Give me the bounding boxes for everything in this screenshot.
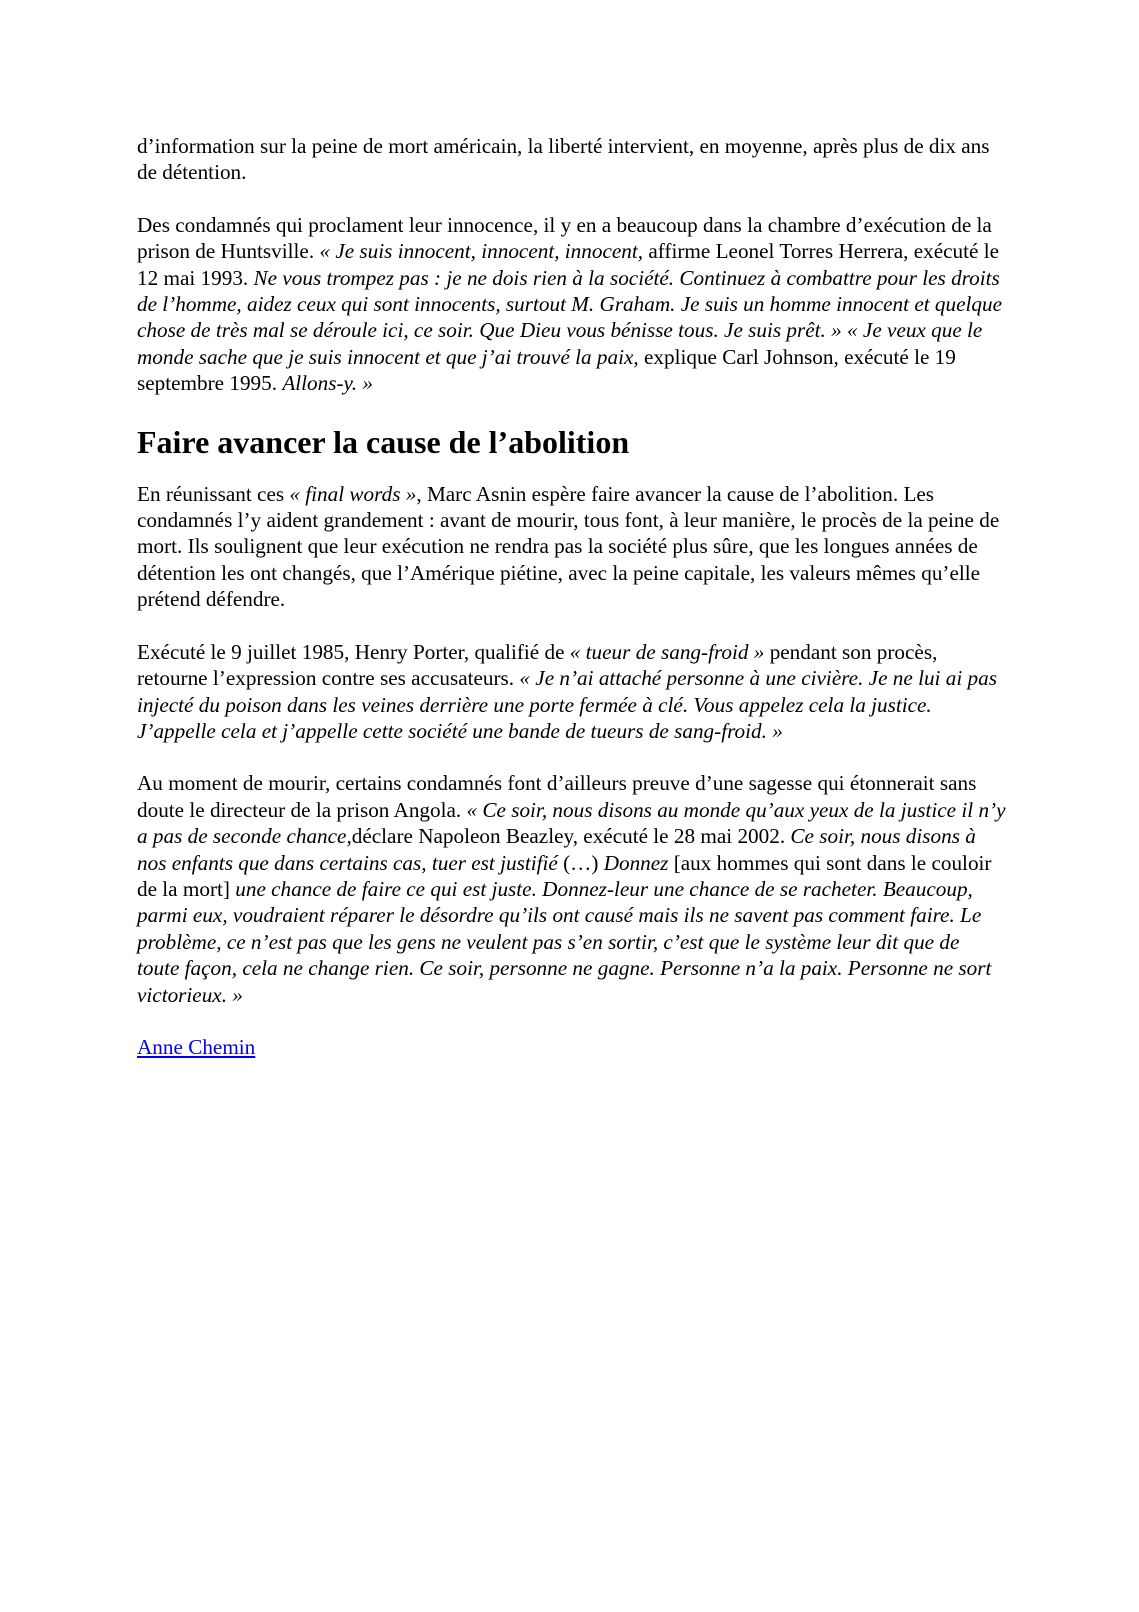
quote-run: « final words » — [289, 481, 417, 506]
quote-run: Allons-y. » — [282, 371, 373, 396]
text-run: d’information sur la peine de mort américain, la liberté intervient, en moyenne, après plus de dix ans de détention. — [137, 134, 990, 185]
author-line — [137, 1034, 1007, 1060]
text-run: pendant son procès, retourne l’expression contre ses accusateurs. — [137, 639, 938, 691]
section-heading: Faire avancer la cause de l’abolition — [137, 423, 630, 460]
text-run: affirme Leonel Torres Herrera, exécuté le 12 mai 1993. — [137, 239, 1000, 290]
text-run: [aux hommes qui sont dans le couloir de la mort] — [137, 850, 992, 901]
text-run: (…) — [557, 850, 604, 875]
quote-run: Ne vous trompez pas : je ne dois rien à la société. Continuez à combattre pour les droits de l’homme, aidez ceux qui sont innocents, surtout M. Graham. Je suis un homme innocent et quelque chose de très mal se déroule ici, ce soir. Que Dieu vous bénisse tous. Je suis prêt. » « Je veux que le monde sache que je suis innocent et que j’ai trouvé la paix, — [137, 265, 1002, 369]
quote-run: « Je suis innocent, innocent, innocent, — [319, 239, 644, 264]
text-run: Au moment de mourir, certains condamnés font d’ailleurs preuve d’une sagesse qui étonnerait sans doute le directeur de la prison Angola. — [137, 771, 977, 822]
author-link[interactable]: Anne Chemin — [137, 1034, 256, 1059]
paragraph-2 — [137, 212, 1007, 397]
quote-run: « Ce soir, nous disons au monde qu’aux yeux de la justice il n’y a pas de seconde chance, — [137, 797, 1006, 849]
text-run: En réunissant ces — [137, 481, 290, 506]
text-run: Des condamnés qui proclament leur innocence, il y en a beaucoup dans la chambre d’exécution de la prison de Huntsville. — [137, 212, 992, 264]
text-run: Exécuté le 9 juillet 1985, Henry Porter, qualifié de — [137, 639, 570, 664]
quote-run: une chance de faire ce qui est juste. Donnez-leur une chance de se racheter. Beaucoup, parmi eux, voudraient réparer le désordre qu’ils ont causé mais ils ne savent pas comment faire. Le problème, ce n’est pas que les gens ne veulent pas s’en sortir, c’est que le système leur dit que de toute façon, cela ne change rien. Ce soir, personne ne gagne. Personne n’a la paix. Personne ne sort victorieux. » — [137, 876, 992, 1007]
quote-run: Donnez — [603, 850, 669, 875]
quote-run: Ce soir, nous disons à nos enfants que dans certains cas, tuer est justifié — [137, 824, 976, 875]
quote-run: « Je n’ai attaché personne à une civière. Je ne lui ai pas injecté du poison dans les veines derrière une porte fermée à clé. Vous appelez cela la justice. J’appelle cela et j’appelle cette société une bande de tueurs de sang-froid. » — [137, 666, 997, 743]
paragraph-4 — [137, 639, 1007, 745]
paragraph-5 — [137, 770, 1007, 1008]
text-run: déclare Napoleon Beazley, exécuté le 28 mai 2002. — [351, 824, 791, 849]
paragraph-1 — [137, 133, 1007, 186]
quote-run: « tueur de sang-froid » — [569, 639, 765, 664]
text-run: explique Carl Johnson, exécuté le 19 septembre 1995. — [137, 344, 956, 396]
text-run: , Marc Asnin espère faire avancer la cause de l’abolition. Les condamnés l’y aident grandement : avant de mourir, tous font, à leur manière, le procès de la peine de mort. Ils soulignent que leur exécution ne rendra pas la société plus sûre, que les longues années de détention les ont changés, que l’Amérique piétine, avec la peine capitale, les valeurs mêmes qu’elle prétend défendre. — [137, 481, 1000, 612]
article-body — [137, 133, 1007, 1086]
paragraph-3 — [137, 481, 1007, 613]
